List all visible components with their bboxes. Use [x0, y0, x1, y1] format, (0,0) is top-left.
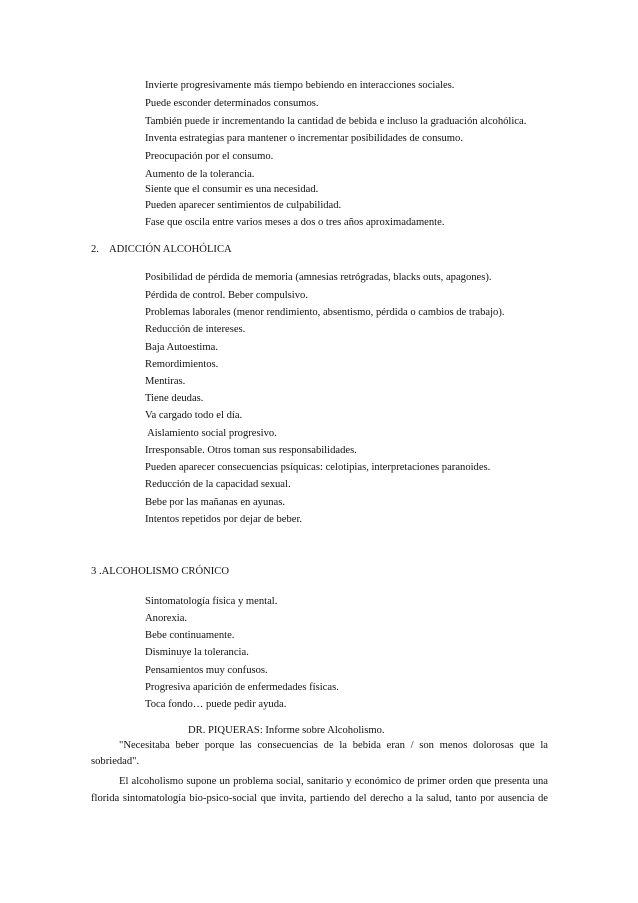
list-item: Sintomatología física y mental.	[145, 596, 278, 607]
list-item: Pueden aparecer consecuencias psíquicas: celotipias, interpretaciones paranoides.	[145, 462, 491, 473]
list-item: Problemas laborales (menor rendimiento, absentismo, pérdida o cambios de trabajo).	[145, 307, 505, 318]
list-item: Aislamiento social progresivo.	[145, 428, 277, 439]
section-heading-adiccion: 2. ADICCIÓN ALCOHÓLICA	[91, 244, 232, 255]
list-item: Reducción de la capacidad sexual.	[145, 479, 291, 490]
list-item: Disminuye la tolerancia.	[145, 647, 249, 658]
citation-quote-line-2: sobriedad".	[91, 756, 140, 767]
list-item: Fase que oscila entre varios meses a dos o tres años aproximadamente.	[145, 217, 445, 228]
list-item: Puede esconder determinados consumos.	[145, 98, 319, 109]
list-item: Irresponsable. Otros toman sus responsabilidades.	[145, 445, 357, 456]
list-item: Tiene deudas.	[145, 393, 204, 404]
list-item: Anorexia.	[145, 613, 188, 624]
list-item: Posibilidad de pérdida de memoria (amnesias retrógradas, blacks outs, apagones).	[145, 272, 492, 283]
list-item: Toca fondo… puede pedir ayuda.	[145, 699, 287, 710]
list-item: Va cargado todo el día.	[145, 410, 243, 421]
list-item: También puede ir incrementando la cantidad de bebida e incluso la graduación alcohólica.	[145, 116, 527, 127]
list-item: Bebe continuamente.	[145, 630, 235, 641]
list-item: Pueden aparecer sentimientos de culpabilidad.	[145, 200, 342, 211]
list-item: Remordimientos.	[145, 359, 219, 370]
list-item: Inventa estrategias para mantener o incrementar posibilidades de consumo.	[145, 133, 463, 144]
list-item: Intentos repetidos por dejar de beber.	[145, 514, 303, 525]
list-item: Preocupación por el consumo.	[145, 151, 274, 162]
list-item: Mentiras.	[145, 376, 186, 387]
citation-quote-line-1: "Necesitaba beber porque las consecuencias de la bebida eran / son menos dolorosas que la	[119, 740, 548, 751]
list-item: Invierte progresivamente más tiempo bebiendo en interacciones sociales.	[145, 80, 455, 91]
list-item: Reducción de intereses.	[145, 324, 246, 335]
citation-source: DR. PIQUERAS: Informe sobre Alcoholismo.	[188, 725, 385, 736]
list-item: Pérdida de control. Beber compulsivo.	[145, 290, 308, 301]
list-item: Baja Autoestima.	[145, 342, 218, 353]
paragraph-line-2: florida sintomatología bio-psico-social que invita, partiendo del derecho a la salud, tanto por ausencia de	[91, 793, 548, 804]
list-item: Progresiva aparición de enfermedades físicas.	[145, 682, 339, 693]
list-item: Aumento de la tolerancia.	[145, 169, 255, 180]
section-heading-alcoholismo-cronico: 3 .ALCOHOLISMO CRÓNICO	[91, 566, 230, 577]
list-item: Pensamientos muy confusos.	[145, 665, 268, 676]
paragraph-line-1: El alcoholismo supone un problema social, sanitario y económico de primer orden que presenta una	[119, 776, 548, 787]
list-item: Bebe por las mañanas en ayunas.	[145, 497, 286, 508]
list-item: Siente que el consumir es una necesidad.	[145, 184, 319, 195]
